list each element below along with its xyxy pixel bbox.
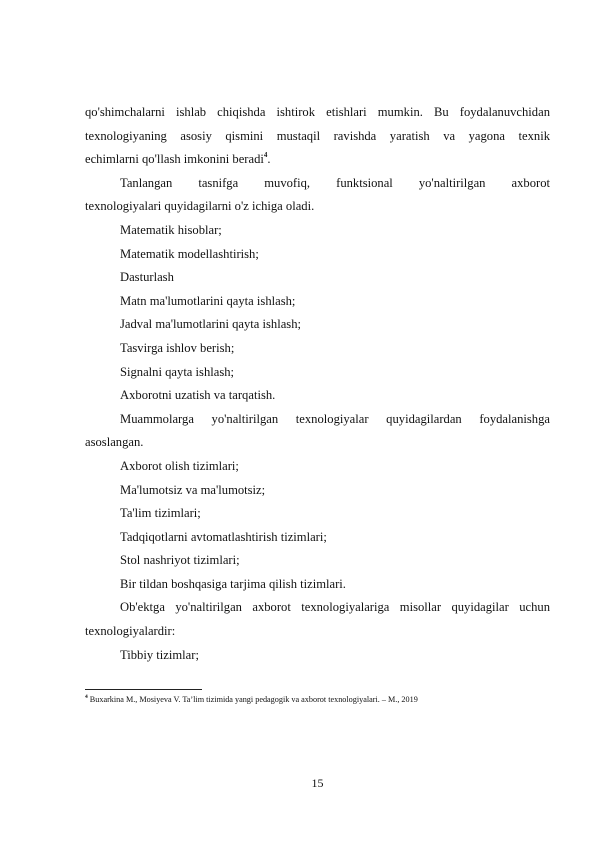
paragraph-1-line-2: texnologiyaning asosiy qismini mustaqil ravishda yaratish va yagona texnik [85,128,550,143]
list-item: Signalni qayta ishlash; [120,364,235,379]
footnote-reference[interactable]: 4 [263,151,268,160]
list-item: Ta'lim tizimlari; [120,506,201,521]
list-item: Axborot olish tizimlari; [120,458,239,473]
list-item: Ma'lumotsiz va ma'lumotsiz; [120,482,266,497]
page-number: 15 [311,776,324,790]
paragraph-1-line-3 [85,148,550,172]
list-item: Bir tildan boshqasiga tarjima qilish tizimlari. [120,576,346,591]
list-item: Tibbiy tizimlar; [120,647,199,662]
list-item: Matematik hisoblar; [120,222,222,237]
function-oriented-list [85,219,550,408]
paragraph-3-line-1: Muammolarga yo'naltirilgan texnologiyalar quyidagilardan foydalanishga [120,411,550,426]
paragraph-4-line-2: texnologiyalardir: [85,624,176,639]
paragraph-3-line-2: asoslangan. [85,435,144,450]
paragraph-1-tail: . [267,152,271,167]
list-item: Stol nashriyot tizimlari; [120,553,240,568]
paragraph-4-line-1: Ob'ektga yo'naltirilgan axborot texnologiyalariga misollar quyidagilar uchun [120,600,550,615]
object-oriented-list [85,644,550,668]
list-item: Tadqiqotlarni avtomatlashtirish tizimlari; [120,529,327,544]
problem-oriented-list [85,455,550,597]
page-body [85,101,550,667]
footnote-separator [85,689,202,690]
footnote-number: 4 [85,694,88,700]
paragraph-2-line-2: texnologiyalari quyidagilarni o'z ichiga oladi. [85,199,315,214]
footnote [85,694,555,705]
list-item: Matematik modellashtirish; [120,246,259,261]
paragraph-1-line-1: qo'shimchalarni ishlab chiqishda ishtirok etishlari mumkin. Bu foydalanuvchidan [85,105,550,119]
list-item: Tasvirga ishlov berish; [120,340,235,355]
list-item: Jadval ma'lumotlarini qayta ishlash; [120,317,301,332]
list-item: Matn ma'lumotlarini qayta ishlash; [120,293,296,308]
footnote-text: Buxarkina M., Mosiyeva V. Ta’lim tizimida yangi pedagogik va axborot texnologiyalari. – M., 2019 [89,695,418,704]
paragraph-2-line-1: Tanlangan tasnifga muvofiq, funktsional yo'naltirilgan axborot [120,175,550,190]
paragraph-1-line-3-text: echimlarni qo'llash imkonini beradi [85,152,264,167]
list-item: Dasturlash [120,270,174,285]
list-item: Axborotni uzatish va tarqatish. [120,388,276,403]
